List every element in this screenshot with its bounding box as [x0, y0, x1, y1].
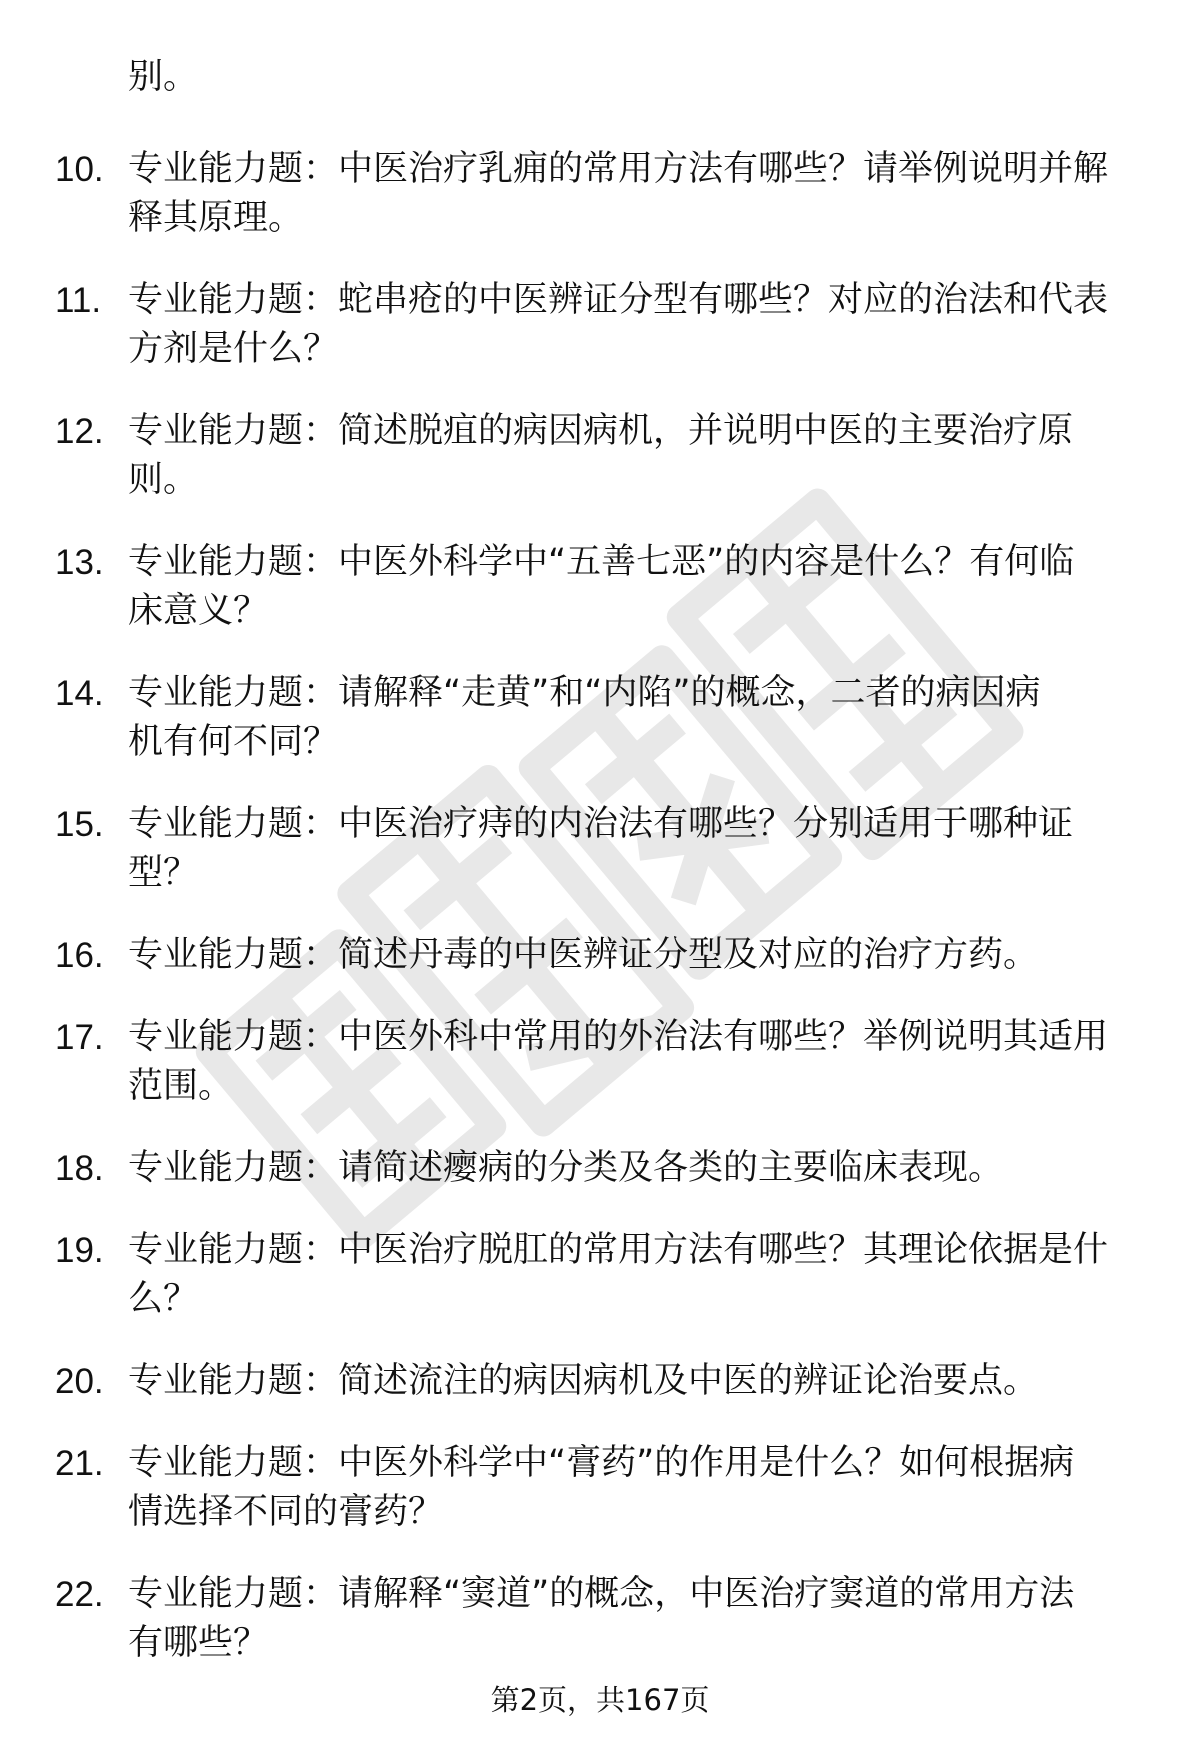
question-text-line: 范围。	[128, 1066, 234, 1106]
question-item	[0, 1013, 1138, 1111]
question-number: 21.	[55, 1444, 104, 1483]
question-text-line: 专业能力题：中医外科学中“膏药”的作用是什么？如何根据病	[128, 1443, 1075, 1483]
question-number: 11.	[55, 281, 102, 320]
question-text-line: 则。	[128, 460, 199, 500]
question-text-line: 情选择不同的膏药？	[128, 1492, 444, 1532]
question-text	[128, 1226, 1138, 1324]
question-text-line: 专业能力题：中医治疗乳痈的常用方法有哪些？请举例说明并解	[128, 149, 1109, 189]
question-text-line: 方剂是什么？	[128, 329, 339, 369]
question-text	[128, 931, 1138, 980]
page-footer: 第2页，共167页	[490, 1683, 710, 1717]
question-item	[0, 1144, 1138, 1193]
question-text	[128, 1357, 1138, 1406]
question-number: 18.	[55, 1149, 104, 1188]
question-item	[0, 931, 1138, 980]
question-item	[0, 145, 1138, 243]
question-text	[128, 145, 1138, 243]
question-number: 22.	[55, 1575, 104, 1614]
question-list	[0, 145, 1200, 1701]
question-text	[128, 800, 1138, 898]
question-number: 10.	[55, 150, 104, 189]
question-text	[128, 1570, 1138, 1668]
question-number: 12.	[55, 412, 104, 451]
question-text-line: 专业能力题：简述脱疽的病因病机，并说明中医的主要治疗原	[128, 411, 1074, 451]
question-text-line: 型？	[128, 853, 199, 893]
question-text	[128, 669, 1138, 767]
question-text-line: 释其原理。	[128, 198, 304, 238]
question-number: 20.	[55, 1362, 104, 1401]
question-item	[0, 1226, 1138, 1324]
question-number: 15.	[55, 805, 104, 844]
question-item	[0, 1357, 1138, 1406]
question-text	[128, 1013, 1138, 1111]
continuation-text: 别。	[128, 57, 199, 97]
question-text-line: 专业能力题：请简述瘿病的分类及各类的主要临床表现。	[128, 1148, 1004, 1188]
question-text-line: 有哪些？	[128, 1623, 269, 1663]
question-number: 13.	[55, 543, 104, 582]
question-number: 17.	[55, 1018, 104, 1057]
question-item	[0, 800, 1138, 898]
question-text-line: 专业能力题：蛇串疮的中医辨证分型有哪些？对应的治法和代表	[128, 280, 1109, 320]
question-item	[0, 407, 1138, 505]
question-text	[128, 538, 1138, 636]
question-text-line: 专业能力题：中医外科中常用的外治法有哪些？举例说明其适用	[128, 1017, 1109, 1057]
question-text-line: 专业能力题：中医治疗脱肛的常用方法有哪些？其理论依据是什	[128, 1230, 1109, 1270]
question-text-line: 专业能力题：请解释“窦道”的概念，中医治疗窦道的常用方法	[128, 1574, 1075, 1614]
question-text	[128, 276, 1138, 374]
question-item	[0, 538, 1138, 636]
question-text-line: 么？	[128, 1279, 199, 1319]
question-text-line: 床意义？	[128, 591, 269, 631]
question-text-line: 专业能力题：中医外科学中“五善七恶”的内容是什么？有何临	[128, 542, 1075, 582]
question-item	[0, 276, 1138, 374]
question-item	[0, 1570, 1138, 1668]
question-item	[0, 669, 1138, 767]
question-text-line: 专业能力题：简述丹毒的中医辨证分型及对应的治疗方药。	[128, 935, 1039, 975]
question-text	[128, 407, 1138, 505]
question-text	[128, 1439, 1138, 1537]
question-text	[128, 1144, 1138, 1193]
question-text-line: 专业能力题：简述流注的病因病机及中医的辨证论治要点。	[128, 1361, 1039, 1401]
question-number: 14.	[55, 674, 104, 713]
question-number: 19.	[55, 1231, 104, 1270]
question-text-line: 机有何不同？	[128, 722, 339, 762]
question-text-line: 专业能力题：中医治疗痔的内治法有哪些？分别适用于哪种证	[128, 804, 1074, 844]
question-item	[0, 1439, 1138, 1537]
question-number: 16.	[55, 936, 104, 975]
question-text-line: 专业能力题：请解释“走黄”和“内陷”的概念，二者的病因病	[128, 673, 1041, 713]
